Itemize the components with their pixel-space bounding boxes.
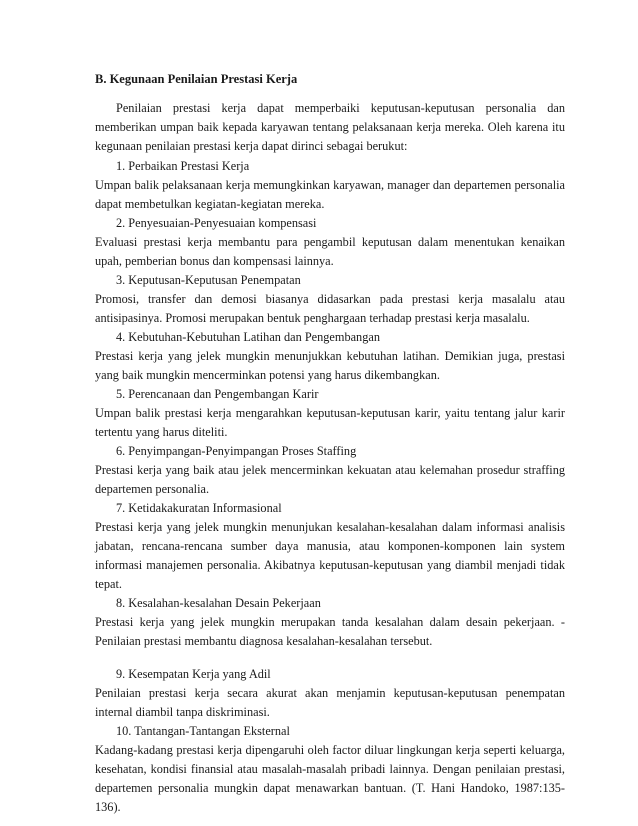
list-item-3 <box>95 271 565 328</box>
list-item-5 <box>95 385 565 442</box>
section-heading: B. Kegunaan Penilaian Prestasi Kerja <box>95 72 298 86</box>
item-title-2: 2. Penyesuaian-Penyesuaian kompensasi <box>116 216 317 230</box>
item-title-6: 6. Penyimpangan-Penyimpangan Proses Staffing <box>116 444 357 458</box>
list-item-8 <box>95 594 565 651</box>
list-item-4 <box>95 328 565 385</box>
item-body-8: Prestasi kerja yang jelek mungkin merupakan tanda kesalahan dalam desain pekerjaan. - Penilaian prestasi membantu diagnosa kesalahan-kesalahan tersebut. <box>95 615 565 648</box>
item-title-3: 3. Keputusan-Keputusan Penempatan <box>116 273 301 287</box>
list-item-2 <box>95 214 565 271</box>
item-title-5: 5. Perencanaan dan Pengembangan Karir <box>116 387 319 401</box>
spacer <box>95 651 565 665</box>
item-title-7: 7. Ketidakakuratan Informasional <box>116 501 282 515</box>
item-body-10: Kadang-kadang prestasi kerja dipengaruhi oleh factor diluar lingkungan kerja seperti keluarga, kesehatan, kondisi finansial atau masalah-masalah pribadi lainnya. Dengan penilaian prestasi, departemen personalia mungkin dapat menawarkan bantuan. (T. Hani Handoko, 1987:135-136). <box>95 743 565 814</box>
usage-list <box>95 157 565 817</box>
item-title-4: 4. Kebutuhan-Kebutuhan Latihan dan Pengembangan <box>116 330 380 344</box>
item-body-4: Prestasi kerja yang jelek mungkin menunjukkan kebutuhan latihan. Demikian juga, prestasi yang baik mungkin mencerminkan potensi yang harus dikembangkan. <box>95 349 565 382</box>
item-body-5: Umpan balik prestasi kerja mengarahkan keputusan-keputusan karir, yaitu tentang jalur karir tertentu yang harus diteliti. <box>95 406 565 439</box>
intro-paragraph: Penilaian prestasi kerja dapat memperbaiki keputusan-keputusan personalia dan memberikan umpan baik kepada karyawan tentang pelaksanaan kerja mereka. Oleh karena itu kegunaan penilaian prestasi kerja dapat dirinci sebagai berukut: <box>95 101 565 153</box>
item-body-9: Penilaian prestasi kerja secara akurat akan menjamin keputusan-keputusan penempatan internal diambil tanpa diskriminasi. <box>95 686 565 719</box>
item-body-2: Evaluasi prestasi kerja membantu para pengambil keputusan dalam menentukan kenaikan upah, pemberian bonus dan kompensasi lainnya. <box>95 235 565 268</box>
intro-block <box>95 99 565 156</box>
item-body-3: Promosi, transfer dan demosi biasanya didasarkan pada prestasi kerja masalalu atau antisipasinya. Promosi merupakan bentuk penghargaan terhadap prestasi kerja masalalu. <box>95 292 565 325</box>
list-item-6 <box>95 442 565 499</box>
item-title-8: 8. Kesalahan-kesalahan Desain Pekerjaan <box>116 596 321 610</box>
item-body-7: Prestasi kerja yang jelek mungkin menunjukan kesalahan-kesalahan dalam informasi analisis jabatan, rencana-rencana sumber daya manusia, atau komponen-komponen lain system informasi manajemen personalia. Akibatnya keputusan-keputusan yang diambil menjadi tidak tepat. <box>95 520 565 591</box>
list-item-7 <box>95 499 565 594</box>
list-item-1 <box>95 157 565 214</box>
item-title-10: 10. Tantangan-Tantangan Eksternal <box>116 724 290 738</box>
list-item-10 <box>95 722 565 817</box>
item-body-6: Prestasi kerja yang baik atau jelek mencerminkan kekuatan atau kelemahan prosedur straffing departemen personalia. <box>95 463 565 496</box>
item-title-1: 1. Perbaikan Prestasi Kerja <box>116 159 250 173</box>
item-title-9: 9. Kesempatan Kerja yang Adil <box>116 667 271 681</box>
list-item-9 <box>95 665 565 722</box>
item-body-1: Umpan balik pelaksanaan kerja memungkinkan karyawan, manager dan departemen personalia dapat membetulkan kegiatan-kegiatan mereka. <box>95 178 565 211</box>
